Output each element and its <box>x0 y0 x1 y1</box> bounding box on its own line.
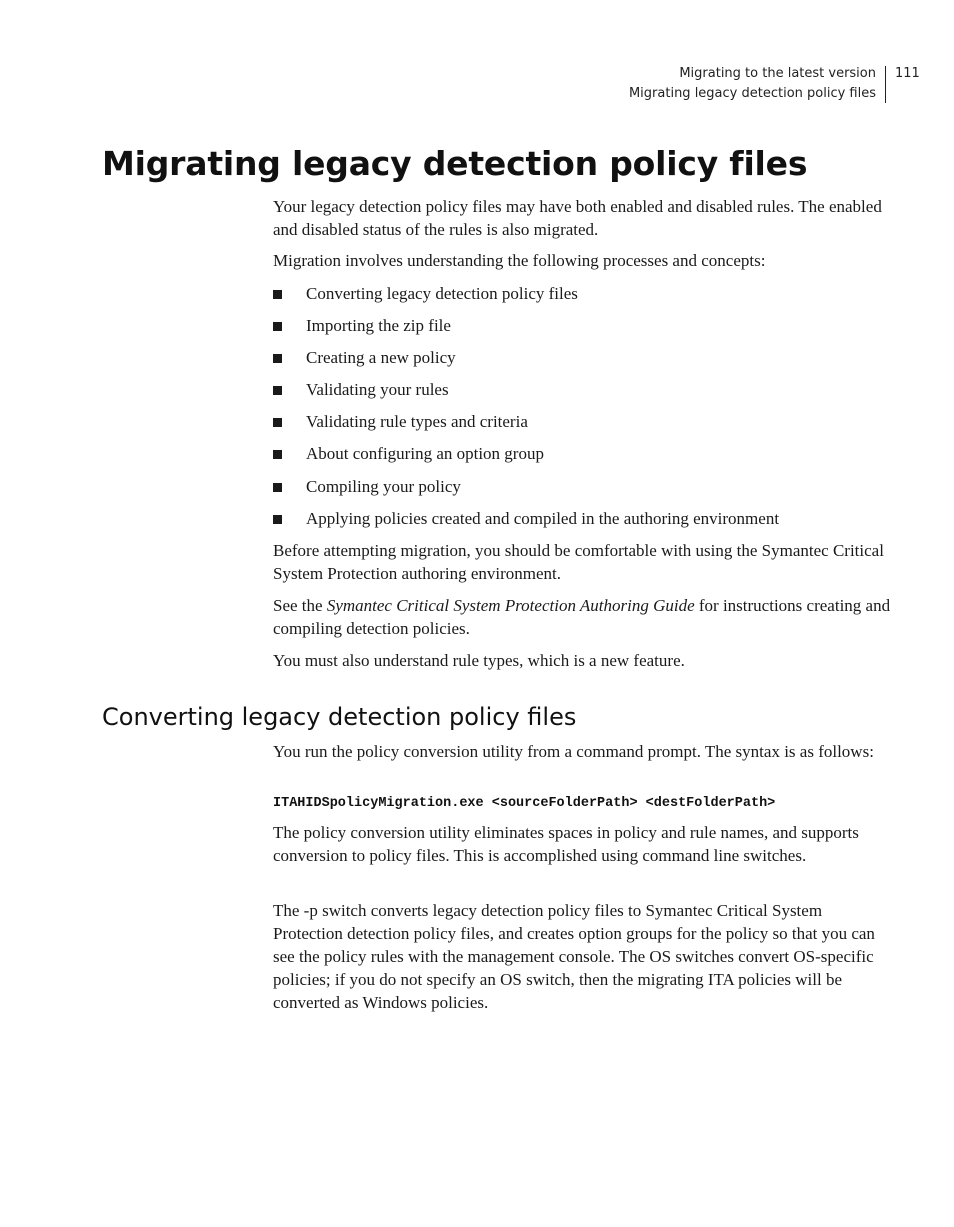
section-paragraph-1 <box>273 740 891 763</box>
header-divider <box>885 66 886 103</box>
list-item-text: Creating a new policy <box>306 348 456 367</box>
prerequisite-text: Before attempting migration, you should be comfortable with using the Symantec Critical System Protection authoring environment. <box>273 541 884 583</box>
section-paragraph-3 <box>273 899 891 1014</box>
intro-paragraph-1 <box>273 195 891 241</box>
bullet-square-icon <box>273 354 282 363</box>
guide-reference-suffix: for instructions creating and compiling detection policies. <box>273 596 891 638</box>
section-text-3: The -p switch converts legacy detection policy files to Symantec Critical System Protection detection policy files, and creates option groups for the policy so that you can see the policy rules with the management console. The OS switches convert OS-specific policies; if you do not specify an OS switch, then the migrating ITA policies will be converted as Windows policies. <box>273 901 875 1012</box>
intro-text-2: Migration involves understanding the following processes and concepts: <box>273 251 766 270</box>
bullet-square-icon <box>273 515 282 524</box>
guide-reference-paragraph <box>273 594 891 640</box>
bullet-square-icon <box>273 450 282 459</box>
rule-types-paragraph <box>273 649 891 672</box>
list-item-text: Applying policies created and compiled in the authoring environment <box>306 509 780 528</box>
header-section: Migrating legacy detection policy files <box>628 86 876 101</box>
intro-paragraph-2 <box>273 249 891 272</box>
list-item-text: Converting legacy detection policy files <box>306 284 578 303</box>
bullet-square-icon <box>273 322 282 331</box>
bullet-square-icon <box>273 483 282 492</box>
guide-title: Symantec Critical System Protection Authoring Guide <box>326 596 695 615</box>
bullet-square-icon <box>273 386 282 395</box>
section-text-2: The policy conversion utility eliminates spaces in policy and rule names, and supports conversion to policy files. This is accomplished using command line switches. <box>273 823 859 865</box>
list-item-text: Compiling your policy <box>306 477 461 496</box>
prerequisite-paragraph <box>273 539 891 585</box>
section-heading: Converting legacy detection policy files <box>102 703 577 731</box>
page-title: Migrating legacy detection policy files <box>102 144 808 183</box>
bullet-square-icon <box>273 418 282 427</box>
list-item-text: Validating your rules <box>306 380 449 399</box>
list-item-text: Validating rule types and criteria <box>306 412 528 431</box>
section-text-1: You run the policy conversion utility from a command prompt. The syntax is as follows: <box>273 742 874 761</box>
intro-text-1: Your legacy detection policy files may have both enabled and disabled rules. The enabled and disabled status of the rules is also migrated. <box>273 197 882 239</box>
command-syntax: ITAHIDSpolicyMigration.exe <sourceFolderPath> <destFolderPath> <box>273 796 776 811</box>
guide-reference-prefix: See the <box>273 596 327 615</box>
list-item-text: Importing the zip file <box>306 316 451 335</box>
page-number: 111 <box>895 66 920 81</box>
bullet-square-icon <box>273 290 282 299</box>
header-chapter: Migrating to the latest version <box>679 66 876 81</box>
guide-reference-text <box>273 594 891 640</box>
rule-types-text: You must also understand rule types, which is a new feature. <box>273 651 685 670</box>
section-paragraph-2 <box>273 821 891 867</box>
running-header <box>560 64 876 104</box>
list-item-text: About configuring an option group <box>306 444 544 463</box>
